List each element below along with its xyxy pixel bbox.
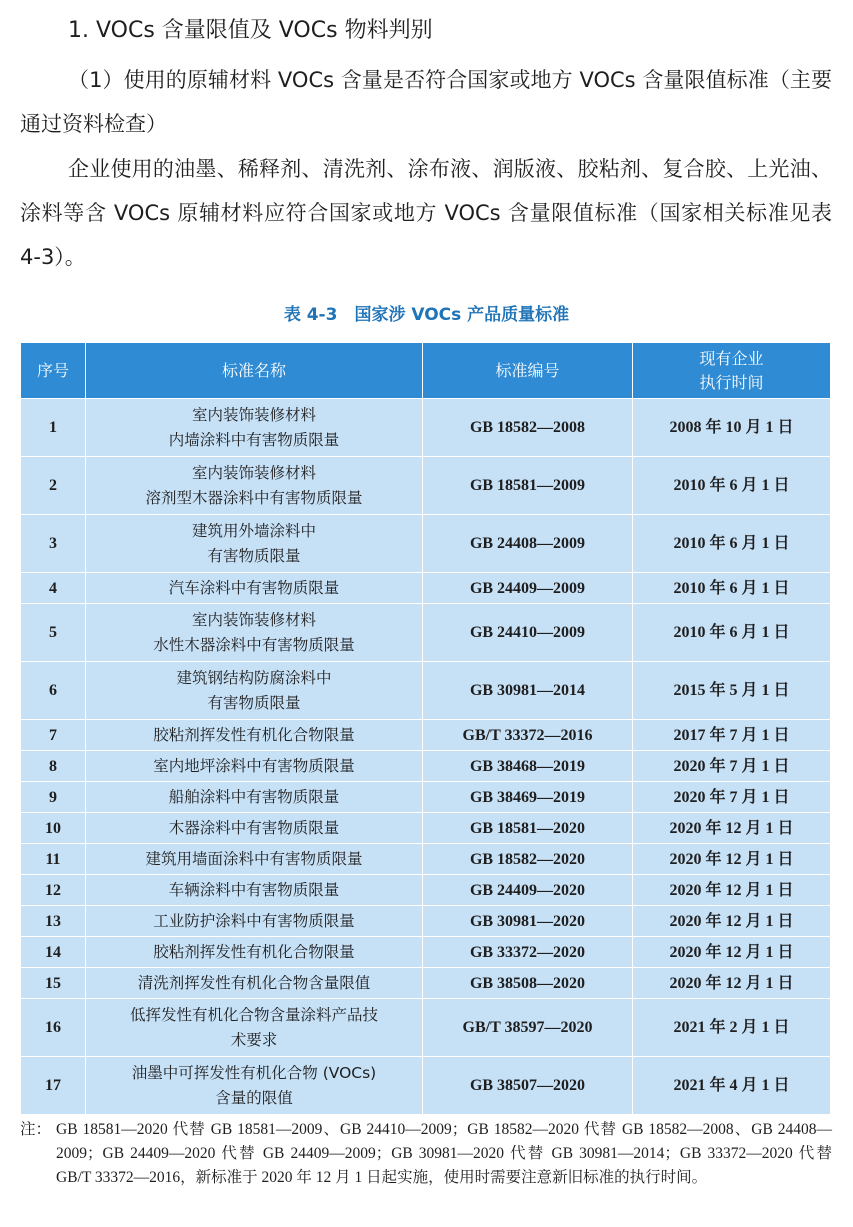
header-no: 序号 bbox=[21, 343, 86, 399]
table-row bbox=[21, 515, 831, 573]
row-number: 13 bbox=[21, 906, 86, 937]
table-row bbox=[21, 968, 831, 999]
standard-code: GB 38508—2020 bbox=[423, 968, 633, 999]
effective-date: 2020 年 12 月 1 日 bbox=[633, 813, 831, 844]
effective-date: 2017 年 7 月 1 日 bbox=[633, 720, 831, 751]
effective-date: 2020 年 12 月 1 日 bbox=[633, 937, 831, 968]
effective-date: 2020 年 12 月 1 日 bbox=[633, 968, 831, 999]
header-code: 标准编号 bbox=[423, 343, 633, 399]
row-number: 5 bbox=[21, 604, 86, 662]
standard-name-line2: 内墙涂料中有害物质限量 bbox=[168, 430, 340, 449]
effective-date: 2010 年 6 月 1 日 bbox=[633, 515, 831, 573]
standard-name-line2: 术要求 bbox=[230, 1030, 278, 1049]
standard-name-line1: 胶粘剂挥发性有机化合物限量 bbox=[153, 942, 355, 961]
standard-name-line1: 船舶涂料中有害物质限量 bbox=[168, 787, 340, 806]
standard-code: GB 18581—2020 bbox=[423, 813, 633, 844]
effective-date: 2020 年 12 月 1 日 bbox=[633, 906, 831, 937]
standard-name bbox=[86, 1057, 423, 1115]
standard-code: GB 24409—2009 bbox=[423, 573, 633, 604]
standard-name bbox=[86, 844, 423, 875]
standard-name-line1: 胶粘剂挥发性有机化合物限量 bbox=[153, 725, 355, 744]
effective-date: 2021 年 4 月 1 日 bbox=[633, 1057, 831, 1115]
row-number: 11 bbox=[21, 844, 86, 875]
table-row bbox=[21, 399, 831, 457]
standard-name-line1: 室内地坪涂料中有害物质限量 bbox=[153, 756, 355, 775]
standard-name-line1: 汽车涂料中有害物质限量 bbox=[168, 578, 340, 597]
note-text: GB 18581—2020 代替 GB 18581—2009、GB 24410—2009；GB 18582—2020 代替 GB 18582—2008、GB 24408—2009；GB 24409—2020 代替 GB 24409—2009；GB 30981—2020 代替 GB 30981—2014；GB 33372—2020 代替 GB/T 33372—2016，新标准于 2020 年 12 月 1 日起实施，使用时需要注意新旧标准的执行时间。 bbox=[56, 1121, 832, 1186]
header-date-line1: 现有企业 bbox=[699, 348, 764, 368]
standard-name bbox=[86, 937, 423, 968]
effective-date: 2010 年 6 月 1 日 bbox=[633, 457, 831, 515]
standard-code: GB 24409—2020 bbox=[423, 875, 633, 906]
table-row bbox=[21, 604, 831, 662]
standard-code: GB 38468—2019 bbox=[423, 751, 633, 782]
table-header-row bbox=[21, 343, 831, 399]
standard-name-line1: 车辆涂料中有害物质限量 bbox=[168, 880, 340, 899]
standard-code: GB 24410—2009 bbox=[423, 604, 633, 662]
standard-code: GB 24408—2009 bbox=[423, 515, 633, 573]
table-row bbox=[21, 999, 831, 1057]
standard-name bbox=[86, 782, 423, 813]
standard-name-line1: 建筑钢结构防腐涂料中 bbox=[176, 668, 332, 687]
row-number: 10 bbox=[21, 813, 86, 844]
row-number: 7 bbox=[21, 720, 86, 751]
note-label: 注： bbox=[20, 1121, 52, 1138]
table-row bbox=[21, 751, 831, 782]
standard-name-line2: 水性木器涂料中有害物质限量 bbox=[153, 635, 355, 654]
effective-date: 2008 年 10 月 1 日 bbox=[633, 399, 831, 457]
standard-code: GB 30981—2020 bbox=[423, 906, 633, 937]
standard-code: GB/T 38597—2020 bbox=[423, 999, 633, 1057]
standard-code: GB 18582—2020 bbox=[423, 844, 633, 875]
standard-name-line1: 低挥发性有机化合物含量涂料产品技 bbox=[129, 1005, 378, 1024]
table-row bbox=[21, 875, 831, 906]
table-row bbox=[21, 782, 831, 813]
standard-code: GB/T 33372—2016 bbox=[423, 720, 633, 751]
table-row bbox=[21, 906, 831, 937]
table-title: 表 4-3 国家涉 VOCs 产品质量标准 bbox=[283, 305, 570, 325]
section-heading: 1. VOCs 含量限值及 VOCs 物料判别 bbox=[68, 18, 433, 43]
row-number: 8 bbox=[21, 751, 86, 782]
table-body bbox=[21, 399, 831, 1115]
standard-name bbox=[86, 813, 423, 844]
standard-name-line1: 建筑用外墙涂料中 bbox=[191, 521, 316, 540]
standard-name bbox=[86, 720, 423, 751]
standard-name bbox=[86, 751, 423, 782]
standard-name bbox=[86, 662, 423, 720]
table-row bbox=[21, 457, 831, 515]
effective-date: 2010 年 6 月 1 日 bbox=[633, 604, 831, 662]
standard-code: GB 30981—2014 bbox=[423, 662, 633, 720]
table-row bbox=[21, 813, 831, 844]
header-date bbox=[633, 343, 831, 399]
standard-name-line2: 有害物质限量 bbox=[207, 546, 301, 565]
row-number: 12 bbox=[21, 875, 86, 906]
row-number: 6 bbox=[21, 662, 86, 720]
standard-name bbox=[86, 999, 423, 1057]
standard-code: GB 18582—2008 bbox=[423, 399, 633, 457]
standard-name bbox=[86, 399, 423, 457]
effective-date: 2021 年 2 月 1 日 bbox=[633, 999, 831, 1057]
row-number: 14 bbox=[21, 937, 86, 968]
standard-name-line2: 含量的限值 bbox=[215, 1088, 293, 1107]
row-number: 9 bbox=[21, 782, 86, 813]
standards-table bbox=[20, 342, 831, 1115]
table-row bbox=[21, 573, 831, 604]
standard-code: GB 18581—2009 bbox=[423, 457, 633, 515]
row-number: 17 bbox=[21, 1057, 86, 1115]
effective-date: 2020 年 12 月 1 日 bbox=[633, 875, 831, 906]
standard-name-line2: 溶剂型木器涂料中有害物质限量 bbox=[145, 488, 363, 507]
table-row bbox=[21, 937, 831, 968]
standard-name-line1: 室内装饰装修材料 bbox=[191, 405, 316, 424]
table-row bbox=[21, 1057, 831, 1115]
standard-name bbox=[86, 604, 423, 662]
standard-code: GB 33372—2020 bbox=[423, 937, 633, 968]
paragraph-description: 企业使用的油墨、稀释剂、清洗剂、涂布液、润版液、胶粘剂、复合胶、上光油、涂料等含 VOCs 原辅材料应符合国家或地方 VOCs 含量限值标准（国家相关标准见表 4-3）。 bbox=[20, 157, 832, 269]
effective-date: 2020 年 7 月 1 日 bbox=[633, 782, 831, 813]
standard-name bbox=[86, 457, 423, 515]
standard-name-line2: 有害物质限量 bbox=[207, 693, 301, 712]
effective-date: 2010 年 6 月 1 日 bbox=[633, 573, 831, 604]
table-note bbox=[20, 1118, 832, 1190]
paragraph-requirement: （1）使用的原辅材料 VOCs 含量是否符合国家或地方 VOCs 含量限值标准（主要通过资料检查） bbox=[20, 68, 832, 136]
standard-name bbox=[86, 968, 423, 999]
standard-code: GB 38469—2019 bbox=[423, 782, 633, 813]
row-number: 1 bbox=[21, 399, 86, 457]
effective-date: 2020 年 12 月 1 日 bbox=[633, 844, 831, 875]
table-row bbox=[21, 662, 831, 720]
standard-name-line1: 清洗剂挥发性有机化合物含量限值 bbox=[137, 973, 371, 992]
row-number: 4 bbox=[21, 573, 86, 604]
standard-name-line1: 建筑用墙面涂料中有害物质限量 bbox=[145, 849, 363, 868]
standard-name-line1: 油墨中可挥发性有机化合物 (VOCs) bbox=[131, 1063, 377, 1082]
standard-name-line1: 木器涂料中有害物质限量 bbox=[168, 818, 340, 837]
standard-name-line1: 室内装饰装修材料 bbox=[191, 463, 316, 482]
table-row bbox=[21, 844, 831, 875]
row-number: 15 bbox=[21, 968, 86, 999]
row-number: 2 bbox=[21, 457, 86, 515]
standard-name bbox=[86, 515, 423, 573]
standard-name-line1: 工业防护涂料中有害物质限量 bbox=[153, 911, 355, 930]
standard-name bbox=[86, 906, 423, 937]
standard-name bbox=[86, 875, 423, 906]
table-row bbox=[21, 720, 831, 751]
row-number: 3 bbox=[21, 515, 86, 573]
header-date-line2: 执行时间 bbox=[699, 372, 764, 392]
effective-date: 2020 年 7 月 1 日 bbox=[633, 751, 831, 782]
header-name: 标准名称 bbox=[86, 343, 423, 399]
standard-name-line1: 室内装饰装修材料 bbox=[191, 610, 316, 629]
row-number: 16 bbox=[21, 999, 86, 1057]
effective-date: 2015 年 5 月 1 日 bbox=[633, 662, 831, 720]
standard-code: GB 38507—2020 bbox=[423, 1057, 633, 1115]
standard-name bbox=[86, 573, 423, 604]
